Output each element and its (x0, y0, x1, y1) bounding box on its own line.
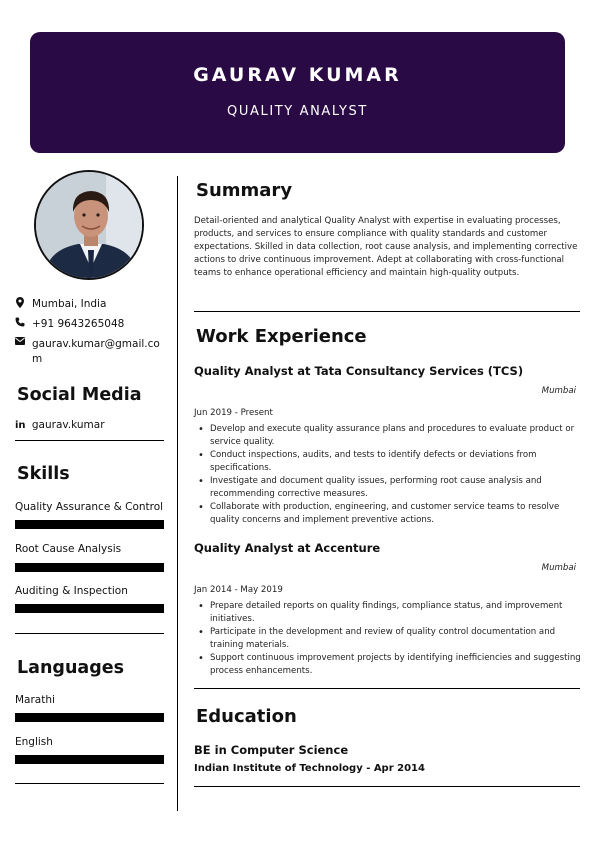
experience-divider (194, 688, 580, 689)
education-heading: Education (196, 706, 297, 727)
list-item: • Investigate and document quality issues, performing root cause analysis and recommending corrective measures. (194, 475, 582, 501)
skill-label: Auditing & Inspection (15, 585, 128, 597)
job-bullets (194, 423, 582, 527)
social-media-heading: Social Media (17, 385, 142, 405)
list-item: • Collaborate with production, engineering, and customer service teams to resolve quality concerns and implement preventive actions. (194, 501, 582, 527)
profile-photo-illustration (36, 172, 144, 280)
skills-divider (15, 633, 164, 634)
contact-location-text: Mumbai, India (32, 298, 107, 310)
list-item: • Support continuous improvement projects by identifying inefficiencies and suggesting process enhancements. (194, 652, 582, 678)
location-pin-icon (15, 297, 25, 311)
contact-location (15, 297, 165, 312)
profile-photo (34, 170, 144, 280)
phone-icon (15, 317, 25, 330)
summary-heading: Summary (196, 180, 293, 201)
job-dates: Jan 2014 - May 2019 (194, 585, 283, 595)
job-title: Quality Analyst at Tata Consultancy Services (TCS) (194, 364, 524, 378)
list-item: • Develop and execute quality assurance plans and procedures to evaluate product or service quality. (194, 423, 582, 449)
skill-level-bar (15, 604, 164, 613)
summary-text: Detail-oriented and analytical Quality Analyst with expertise in evaluating processes, products, and services to ensure compliance with quality standards and customer expectations. Skilled in data collection, root cause analysis, and implementing corrective actions to drive continuous improvement. Adept at collaborating with cross-functional teams to enhance operational efficiency and maintain high-quality outputs. (194, 216, 578, 278)
language-level-bar (15, 755, 164, 764)
candidate-name: GAURAV KUMAR (193, 64, 402, 86)
education-divider (194, 786, 580, 787)
list-item: • Prepare detailed reports on quality findings, compliance status, and improvement initiatives. (194, 600, 582, 626)
skill-level-bar (15, 563, 164, 572)
social-divider (15, 440, 164, 441)
job-location: Mumbai (541, 386, 576, 396)
contact-email-text[interactable]: gaurav.kumar@gmail.com (32, 338, 160, 365)
column-divider (177, 176, 178, 811)
summary-divider (194, 311, 580, 312)
email-icon (15, 337, 25, 348)
job-title: Quality Analyst at Accenture (194, 541, 381, 555)
skills-heading: Skills (17, 464, 70, 484)
job-location: Mumbai (541, 563, 576, 573)
education-institution: Indian Institute of Technology - Apr 2014 (194, 763, 425, 774)
linkedin-handle[interactable]: gaurav.kumar (31, 419, 105, 431)
list-item: • Participate in the development and review of quality control documentation and training materials. (194, 626, 582, 652)
list-item: • Conduct inspections, audits, and tests to identify defects or deviations from specifications. (194, 449, 582, 475)
header-banner (30, 32, 565, 153)
language-label: English (15, 736, 53, 748)
language-label: Marathi (15, 694, 55, 706)
skill-label: Quality Assurance & Control (15, 501, 164, 513)
skill-level-bar (15, 520, 164, 529)
job-bullets (194, 600, 582, 678)
linkedin-row[interactable] (15, 419, 105, 431)
education-degree: BE in Computer Science (194, 743, 349, 757)
language-level-bar (15, 713, 164, 722)
contact-phone-text: +91 9643265048 (32, 318, 125, 330)
job-dates: Jun 2019 - Present (194, 408, 273, 418)
skill-label: Root Cause Analysis (15, 543, 122, 555)
contact-phone (15, 317, 165, 332)
contact-email (15, 337, 165, 367)
linkedin-icon: in (15, 420, 26, 431)
work-experience-heading: Work Experience (196, 326, 367, 347)
candidate-role: QUALITY ANALYST (227, 104, 368, 119)
languages-heading: Languages (17, 658, 125, 678)
languages-divider (15, 783, 164, 784)
